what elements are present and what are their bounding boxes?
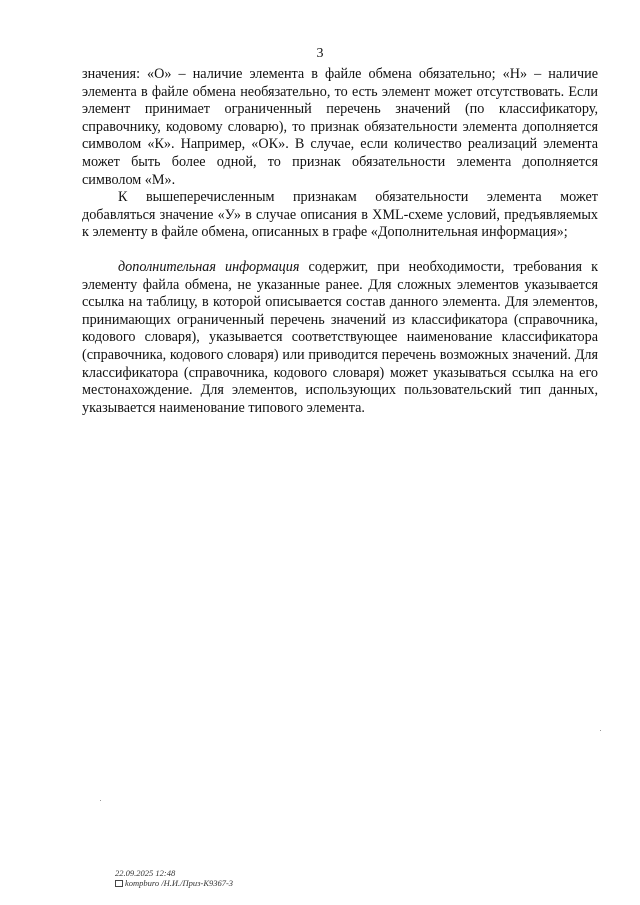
document-icon: [115, 880, 123, 887]
paragraph-gap: [82, 242, 598, 259]
paragraph-additional-info: [82, 259, 598, 417]
footer-path-line: [115, 878, 233, 888]
term-additional-info: дополнительная информация: [118, 258, 300, 275]
page-number: 3: [316, 46, 324, 61]
paragraph-obligation-values: значения: «О» – наличие элемента в файле обмена обязательно; «Н» – наличие элемента в файле обмена необязательно, то есть элемент может отсутствовать. Если элемент принимает ограниченный перечень значений (по классификатору, справочнику, кодовому словарю), то признак обязательности элемента дополняется символом «К». Например, «ОК». В случае, если количество реализаций элемента может быть более одной, то признак обязательности элемента дополняется символом «М».: [82, 66, 598, 188]
footer-timestamp: 22.09.2025 12:48: [115, 868, 176, 878]
paragraph-additional-info-text: содержит, при необходимости, требования к элементу файла обмена, не указанные ранее. Для сложных элементов указывается ссылка на таблицу, в которой описывается состав данного элемента. Для элементов, принимающих ограниченный перечень значений из классификатора (справочника, кодового словаря), указывается соответствующее наименование классификатора (справочника, кодового словаря) или приводится перечень возможных значений. Для классификатора (справочника, кодового словаря) может указываться ссылка на его местонахождение. Для элементов, использующих пользовательский тип данных, указывается наименование типового элемента.: [82, 258, 598, 416]
scan-speck: [100, 800, 101, 801]
footer-stamp: [115, 868, 233, 888]
paragraph-u-value: К вышеперечисленным признакам обязательности элемента может добавляться значение «У» в случае описания в XML-схеме условий, предъявляемых к элементу в файле обмена, описанных в графе «Дополнительная информация»;: [82, 189, 598, 241]
footer-path: kompburo /Н.И./Приз-К9367-3: [125, 878, 234, 888]
document-body: [82, 66, 598, 417]
scan-speck: [600, 730, 601, 731]
